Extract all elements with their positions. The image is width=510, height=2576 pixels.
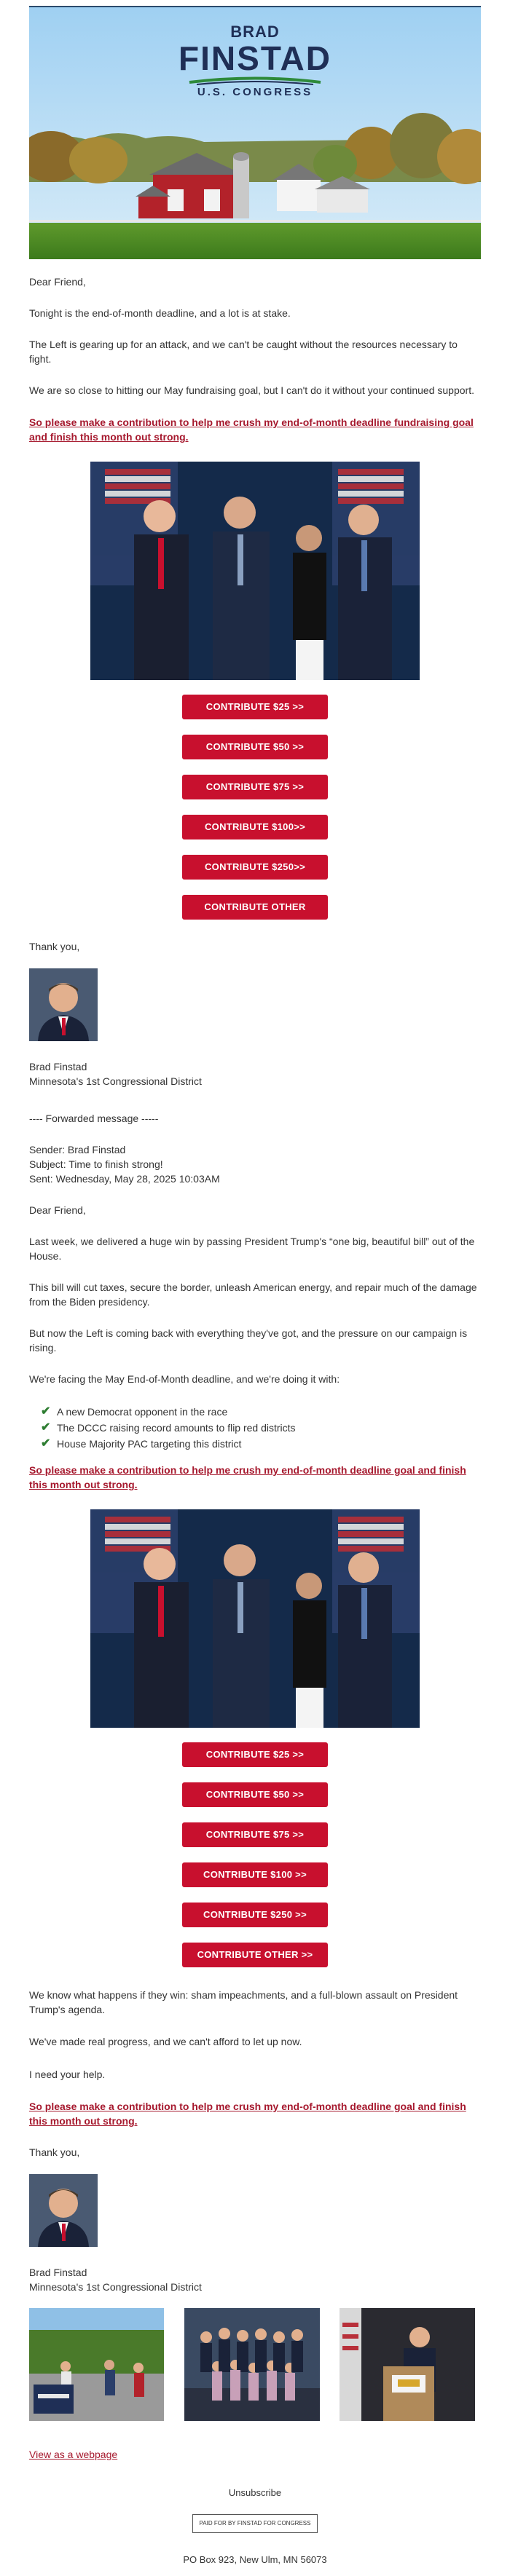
- email1-paragraph-3: We are so close to hitting our May fundraising goal, but I can't do it without your continued support.: [29, 384, 474, 396]
- email1-body: [29, 274, 481, 289]
- email2-paragraph-7: I need your help.: [29, 2069, 106, 2080]
- email2-contribute-75-button[interactable]: CONTRIBUTE $75 >>: [182, 1822, 328, 1847]
- paid-for-disclaimer: PAID FOR BY FINSTAD FOR CONGRESS: [192, 2514, 318, 2533]
- email1-headshot: [29, 968, 98, 1041]
- email1-contribute-link[interactable]: So please make a contribution to help me crush my end-of-month deadline fundraising goal and finish this month out strong.: [29, 416, 474, 443]
- email1-signature-title: Minnesota's 1st Congressional District: [29, 1075, 202, 1087]
- email2-paragraph-6: We've made real progress, and we can't afford to let up now.: [29, 2036, 302, 2047]
- mailing-address: PO Box 923, New Ulm, MN 56073: [183, 2554, 327, 2565]
- email2-signature-name: Brad Finstad: [29, 2267, 87, 2278]
- group-photo-image: [90, 1509, 420, 1728]
- forwarded-subject: Subject: Time to finish strong!: [29, 1158, 163, 1170]
- checklist-item: ✔ A new Democrat opponent in the race: [41, 1405, 228, 1418]
- email2-greeting: Dear Friend,: [29, 1204, 86, 1216]
- headshot-image: [29, 2174, 98, 2247]
- email2-contribute-link[interactable]: So please make a contribution to help me crush my end-of-month deadline goal and finish this month out strong.: [29, 1464, 466, 1490]
- forwarded-sent: Sent: Wednesday, May 28, 2025 10:03AM: [29, 1173, 220, 1185]
- unsubscribe-link[interactable]: Unsubscribe: [228, 2487, 282, 2498]
- forwarded-label: ---- Forwarded message -----: [29, 1113, 159, 1124]
- email2-contribute-50-button[interactable]: CONTRIBUTE $50 >>: [182, 1782, 328, 1807]
- email2-paragraph-2: This bill will cut taxes, secure the border, unleash American energy, and repair much of the damage from the Biden presidency.: [29, 1281, 477, 1308]
- family-photo-image: [184, 2308, 320, 2421]
- email1-group-photo: [90, 462, 420, 680]
- campaign-logo: [29, 23, 481, 99]
- email1-greeting: Dear Friend,: [29, 276, 86, 288]
- email1-contribute-250-button[interactable]: CONTRIBUTE $250>>: [182, 855, 328, 880]
- email2-signature-title: Minnesota's 1st Congressional District: [29, 2281, 202, 2293]
- email1-signature-name: Brad Finstad: [29, 1061, 87, 1072]
- email2-contribute-100-button[interactable]: CONTRIBUTE $100 >>: [182, 1862, 328, 1887]
- email1-contribute-100-button[interactable]: CONTRIBUTE $100>>: [182, 815, 328, 839]
- logo-first-name: BRAD: [230, 23, 280, 41]
- email2-contribute-other-button[interactable]: CONTRIBUTE OTHER >>: [182, 1943, 328, 1967]
- speech-photo: [340, 2308, 475, 2421]
- view-as-webpage-link[interactable]: View as a webpage: [29, 2449, 118, 2460]
- email2-paragraph-3: But now the Left is coming back with everything they've got, and the pressure on our campaign is rising.: [29, 1327, 468, 1354]
- parade-photo-image: [29, 2308, 164, 2421]
- checklist-item: ✔ House Majority PAC targeting this district: [41, 1437, 242, 1450]
- email2-paragraph-4: We're facing the May End-of-Month deadline, and we're doing it with:: [29, 1373, 340, 1385]
- parade-photo: [29, 2308, 164, 2421]
- checkmark-icon: ✔: [41, 1437, 51, 1450]
- forwarded-sender: Sender: Brad Finstad: [29, 1144, 126, 1155]
- email2-group-photo: [90, 1509, 420, 1728]
- hero-banner: [29, 7, 481, 259]
- logo-last-name: FINSTAD: [178, 39, 332, 77]
- checkmark-icon: ✔: [41, 1405, 51, 1418]
- email1-thanks: Thank you,: [29, 941, 80, 952]
- email1-paragraph-2: The Left is gearing up for an attack, and we can't be caught without the resources necessary to fight.: [29, 339, 458, 365]
- logo-swoosh-icon: [182, 76, 328, 86]
- checkmark-icon: ✔: [41, 1421, 51, 1434]
- logo-office: U.S. CONGRESS: [197, 86, 313, 98]
- family-photo: [184, 2308, 320, 2421]
- email1-contribute-75-button[interactable]: CONTRIBUTE $75 >>: [182, 775, 328, 799]
- email1-paragraph-1: Tonight is the end-of-month deadline, and a lot is at stake.: [29, 307, 291, 319]
- checklist-item: ✔ The DCCC raising record amounts to flip red districts: [41, 1421, 296, 1434]
- email1-contribute-25-button[interactable]: CONTRIBUTE $25 >>: [182, 695, 328, 719]
- group-photo-image: [90, 462, 420, 680]
- email2-contribute-250-button[interactable]: CONTRIBUTE $250 >>: [182, 1903, 328, 1927]
- email2-contribute-25-button[interactable]: CONTRIBUTE $25 >>: [182, 1742, 328, 1767]
- speech-photo-image: [340, 2308, 475, 2421]
- email2-headshot: [29, 2174, 98, 2247]
- email2-paragraph-1: Last week, we delivered a huge win by passing President Trump's “one big, beautiful bill” out of the House.: [29, 1236, 475, 1262]
- headshot-image: [29, 968, 98, 1041]
- email2-paragraph-5: We know what happens if they win: sham impeachments, and a full-blown assault on President Trump's agenda.: [29, 1989, 458, 2015]
- email2-contribute-link-2[interactable]: So please make a contribution to help me crush my end-of-month deadline goal and finish this month out strong.: [29, 2101, 466, 2127]
- email1-contribute-other-button[interactable]: CONTRIBUTE OTHER: [182, 895, 328, 920]
- email2-checklist: [41, 1404, 481, 1452]
- email1-contribute-50-button[interactable]: CONTRIBUTE $50 >>: [182, 735, 328, 759]
- email2-thanks: Thank you,: [29, 2146, 80, 2158]
